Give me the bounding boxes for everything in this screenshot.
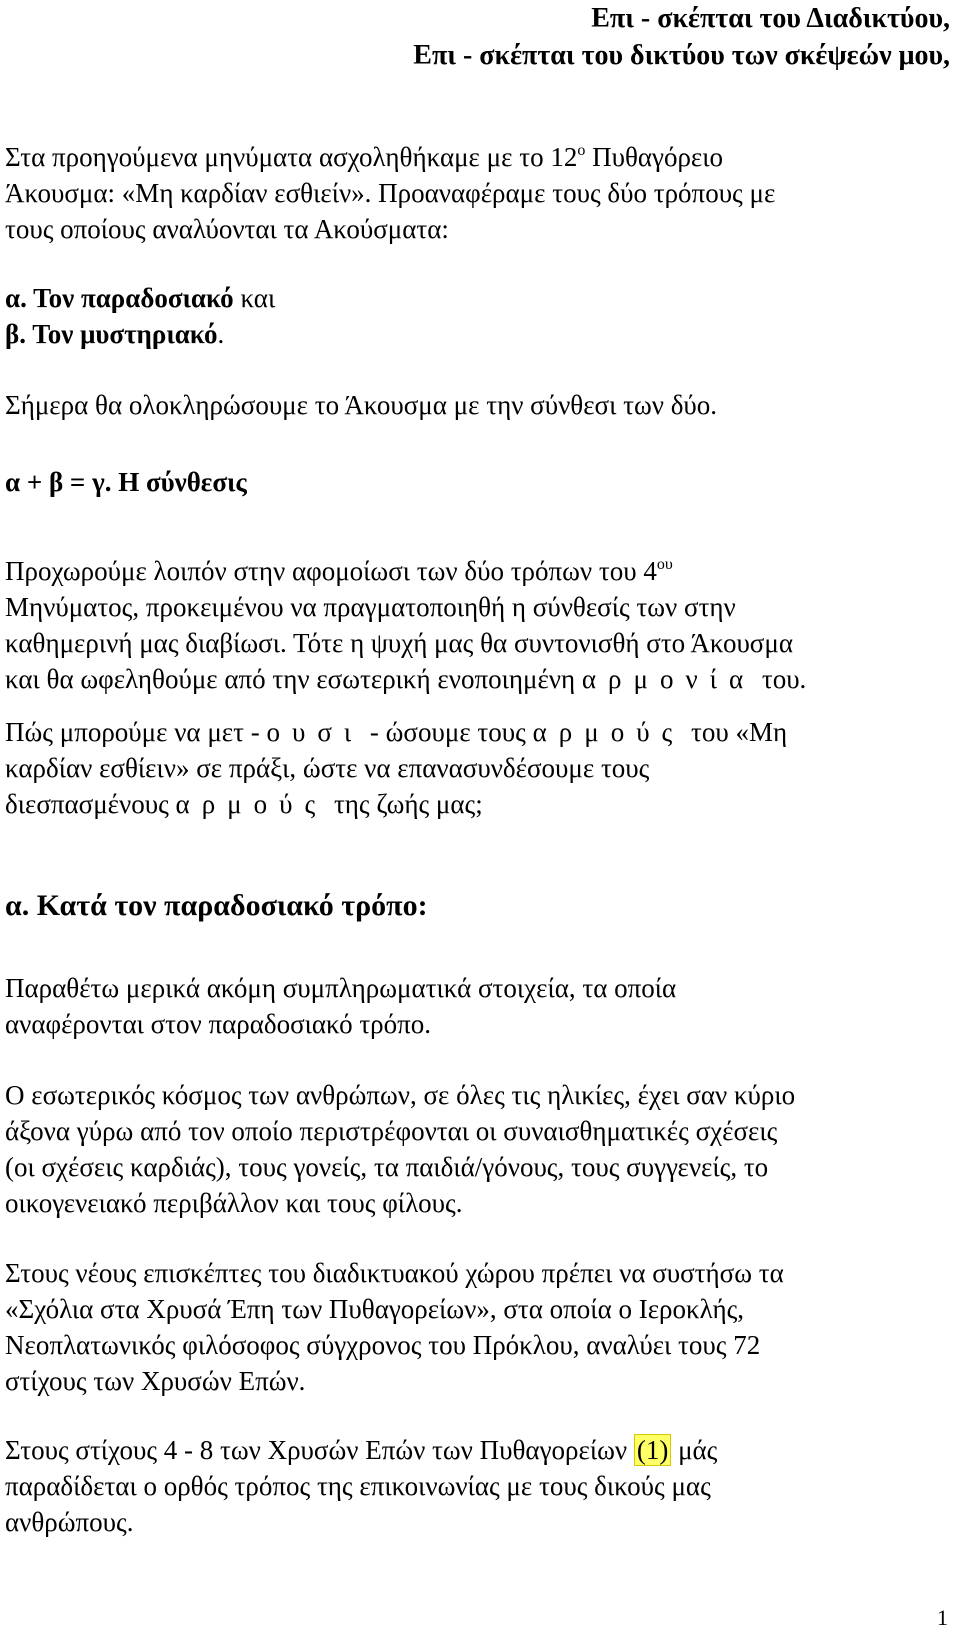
question-text: του «Μη xyxy=(684,717,788,747)
way-b-label: β. Τον μυστηριακό xyxy=(5,319,218,349)
footnote-reference[interactable]: (1) xyxy=(634,1434,671,1466)
synthesis-title: α + β = γ. Η σύνθεσις xyxy=(5,467,247,497)
spaced-word: ουσι xyxy=(266,717,364,747)
inner-line: (οι σχέσεις καρδιάς), τους γονείς, τα παιδιά/γόνους, τους συγγενείς, το xyxy=(5,1152,769,1182)
way-a-label: α. Τον παραδοσιακό xyxy=(5,283,234,313)
intro-text: Στα προηγούμενα μηνύματα ασχοληθήκαμε με το 12 xyxy=(5,142,578,172)
question-line: καρδίαν εσθίειν» σε πράξι, ώστε να επανασυνδέσουμε τους xyxy=(5,753,650,783)
way-b-rest: . xyxy=(217,319,225,349)
visitors-line: Νεοπλατωνικός φιλόσοφος σύγχρονος του Πρόκλου, αναλύει τους 72 xyxy=(5,1330,761,1360)
synthesis-text: του. xyxy=(755,664,807,694)
inner-line: οικογενειακό περιβάλλον και τους φίλους. xyxy=(5,1188,463,1218)
synthesis-text: Προχωρούμε λοιπόν στην αφομοίωσι των δύο τρόπων του 4 xyxy=(5,556,657,586)
question-text: Πώς μπορούμε να μετ - xyxy=(5,717,267,747)
question-text: διεσπασμένους xyxy=(5,789,176,819)
intro-superscript: ο xyxy=(577,142,586,159)
way-a-rest: και xyxy=(233,283,276,313)
extra-line: αναφέρονται στον παραδοσιακό τρόπο. xyxy=(5,1009,432,1039)
verses-text: Στους στίχους 4 - 8 των Χρυσών Επών των Πυθαγορείων xyxy=(5,1435,634,1465)
header-line-2: Επι - σκέπται του δικτύου των σκέψεών μου, xyxy=(413,40,950,71)
synthesis-paragraph xyxy=(5,553,955,697)
extra-paragraph xyxy=(5,970,955,1042)
section-a-title: α. Κατά τον παραδοσιακό τρόπο: xyxy=(5,889,428,922)
verses-paragraph xyxy=(5,1432,955,1540)
document-header xyxy=(413,0,950,74)
extra-line: Παραθέτω μερικά ακόμη συμπληρωματικά στοιχεία, τα οποία xyxy=(5,973,677,1003)
visitors-line: Στους νέους επισκέπτες του διαδικτυακού χώρου πρέπει να συστήσω τα xyxy=(5,1258,784,1288)
ways-list xyxy=(5,280,955,352)
question-paragraph xyxy=(5,714,955,822)
synthesis-line: καθημερινή μας διαβίωσι. Τότε η ψυχή μας θα συντονισθή στο Άκουσμα xyxy=(5,628,793,658)
intro-line: Άκουσμα: «Μη καρδίαν εσθιείν». Προαναφέραμε τους δύο τρόπους με xyxy=(5,178,776,208)
inner-line: Ο εσωτερικός κόσμος των ανθρώπων, σε όλες τις ηλικίες, έχει σαν κύριο xyxy=(5,1080,796,1110)
spaced-word: αρμούς xyxy=(532,717,685,747)
intro-line: τους οποίους αναλύονται τα Ακούσματα: xyxy=(5,214,449,244)
verses-line: ανθρώπους. xyxy=(5,1507,134,1537)
visitors-line: στίχους των Χρυσών Επών. xyxy=(5,1366,306,1396)
inner-line: άξονα γύρω από τον οποίο περιστρέφονται οι συναισθηματικές σχέσεις xyxy=(5,1116,778,1146)
spaced-word: αρμονία xyxy=(581,664,756,694)
synthesis-line: Μηνύματος, προκειμένου να πραγματοποιηθή η σύνθεσίς των στην xyxy=(5,592,736,622)
intro-paragraph xyxy=(5,139,955,247)
question-text: της ζωής μας; xyxy=(327,789,483,819)
today-line: Σήμερα θα ολοκληρώσουμε το Άκουσμα με την σύνθεσι των δύο. xyxy=(5,390,718,420)
verses-line: παραδίδεται ο ορθός τρόπος της επικοινωνίας με τους δικούς μας xyxy=(5,1471,711,1501)
intro-text: Πυθαγόρειο xyxy=(585,142,724,172)
inner-world-paragraph xyxy=(5,1077,955,1221)
verses-text: μάς xyxy=(671,1435,718,1465)
synthesis-superscript: ου xyxy=(656,556,673,573)
synthesis-text: και θα ωφεληθούμε από την εσωτερική ενοποιημένη xyxy=(5,664,582,694)
header-line-1: Επι - σκέπται του Διαδικτύου, xyxy=(591,3,950,34)
visitors-paragraph xyxy=(5,1255,955,1399)
visitors-line: «Σχόλια στα Χρυσά Έπη των Πυθαγορείων», στα οποία ο Ιεροκλής, xyxy=(5,1294,745,1324)
spaced-word: αρμούς xyxy=(175,789,328,819)
question-text: - ώσουμε τους xyxy=(363,717,533,747)
page-number: 1 xyxy=(937,1605,948,1630)
